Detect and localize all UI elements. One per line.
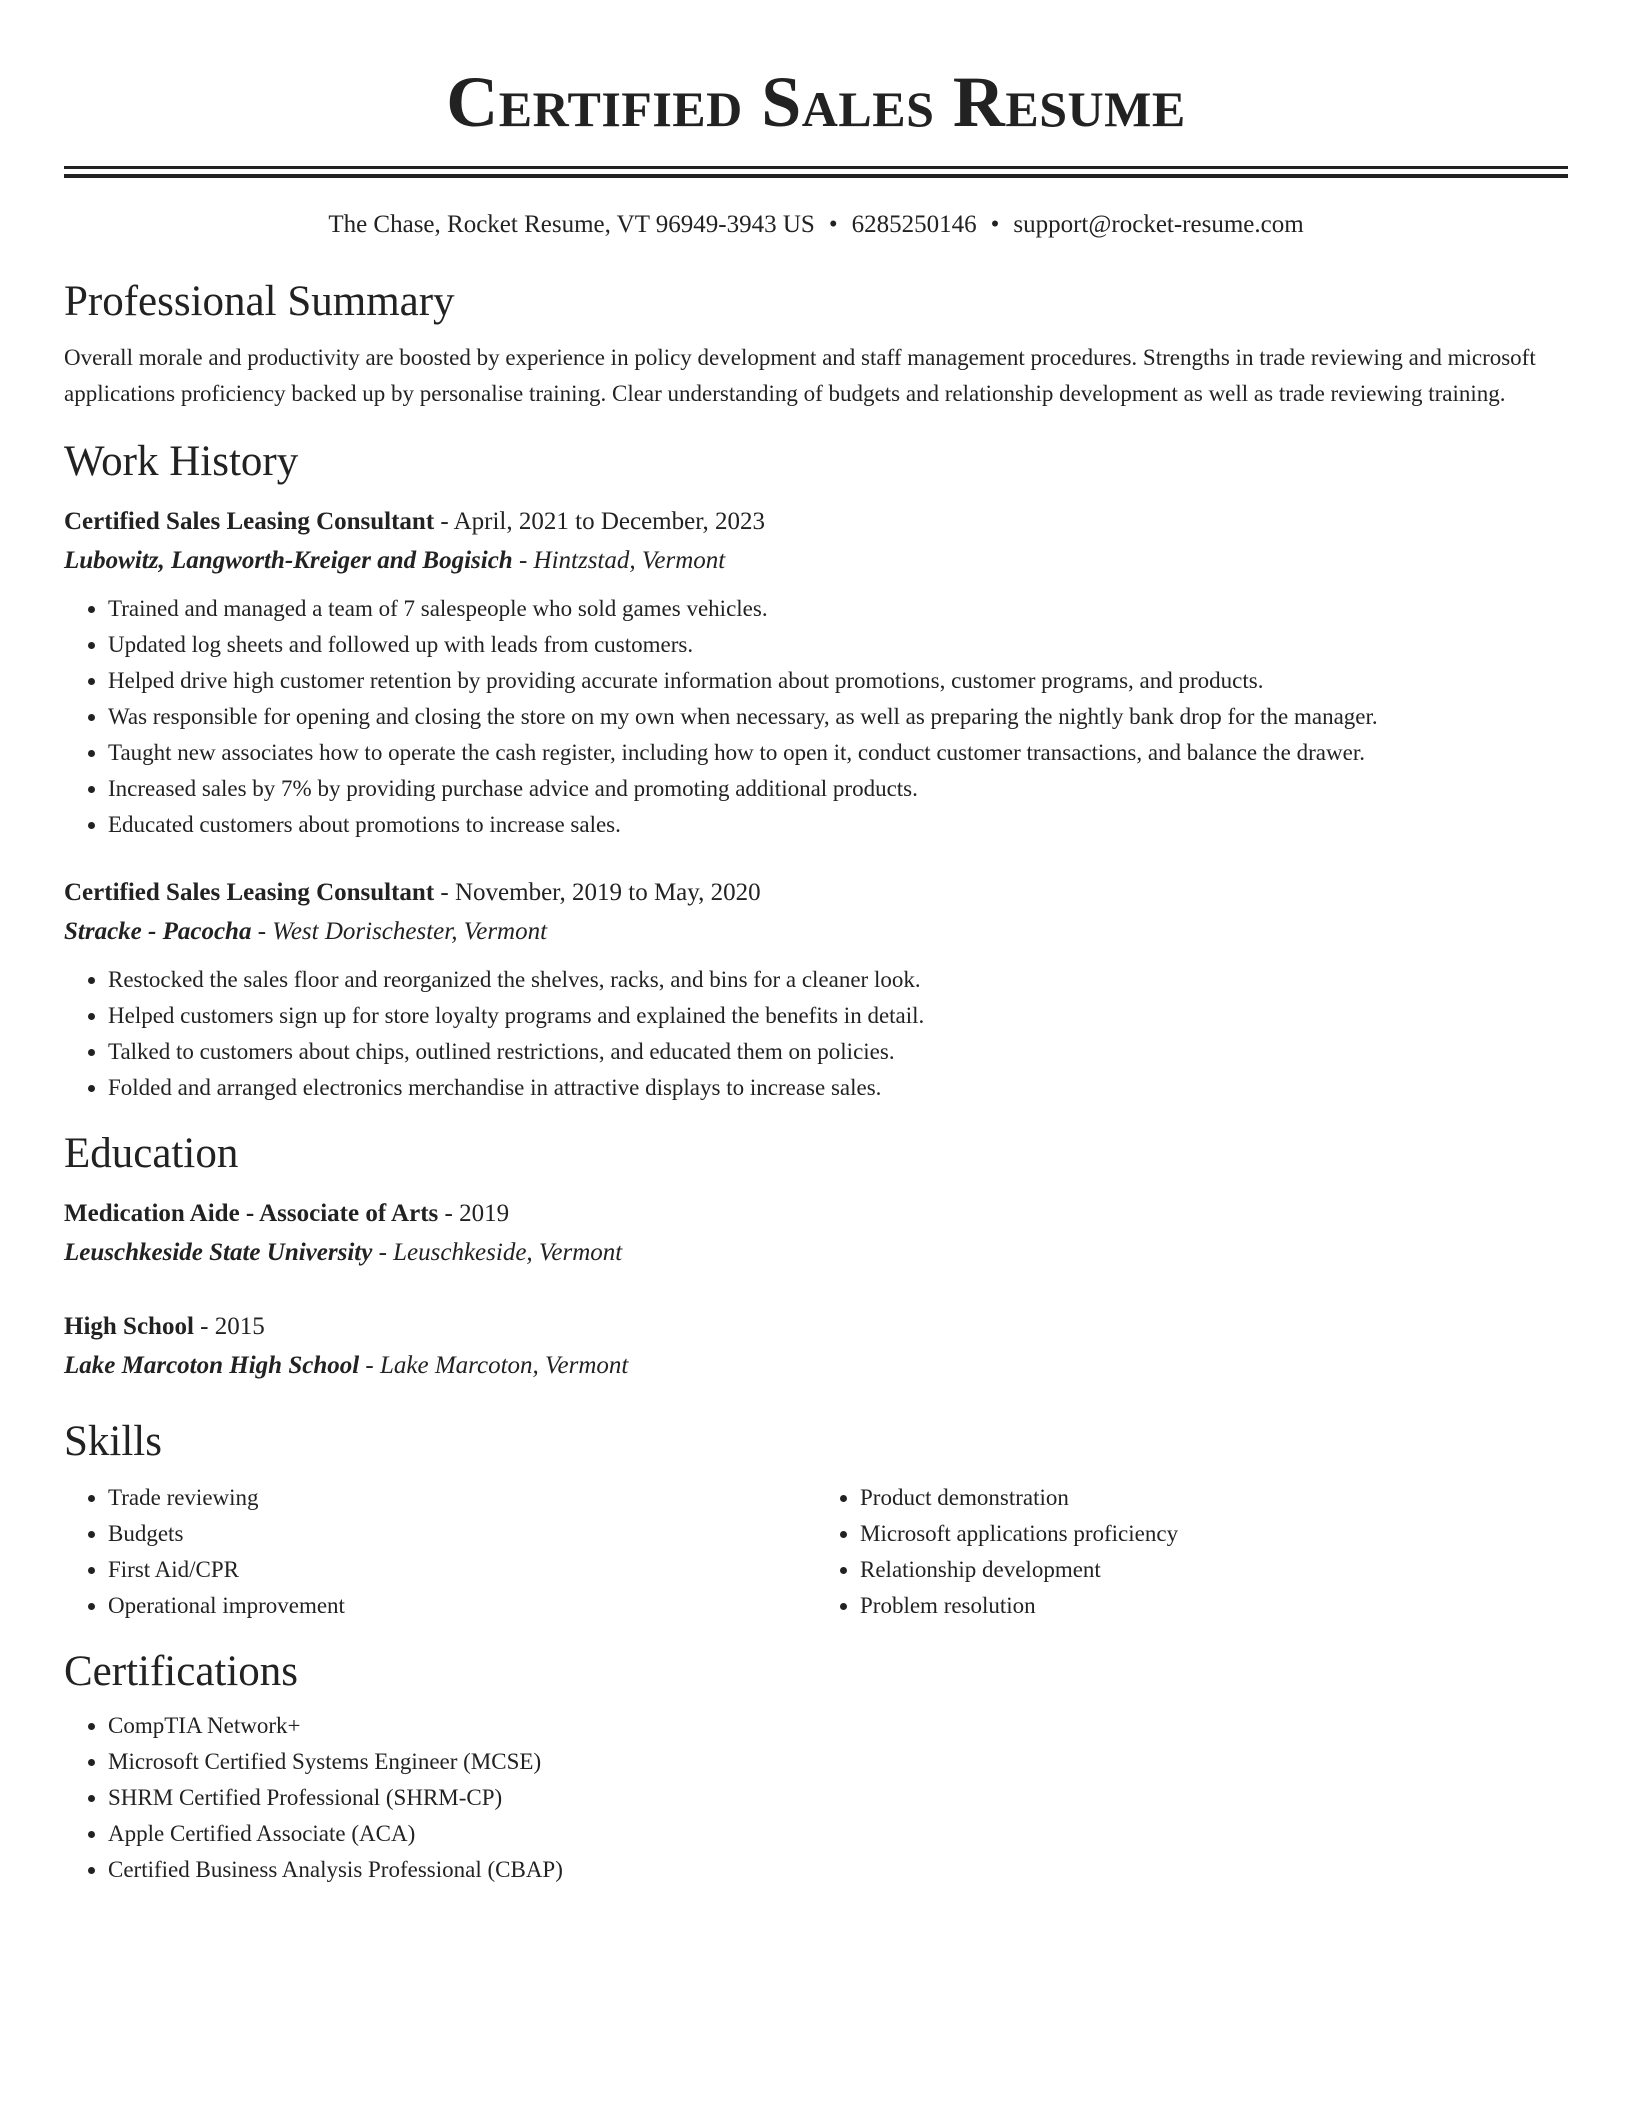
list-item: • Product demonstration — [860, 1480, 1568, 1516]
education-year: - 2015 — [193, 1313, 265, 1340]
education-school: Leuschkeside State University — [64, 1239, 373, 1266]
education-year: - 2019 — [438, 1200, 510, 1227]
list-item: • Restocked the sales floor and reorganized the shelves, racks, and bins for a cleaner look. — [108, 962, 1568, 998]
job-location: - Hintzstad, Vermont — [512, 547, 726, 574]
job-dates: - April, 2021 to December, 2023 — [434, 508, 766, 535]
list-item: • Folded and arranged electronics merchandise in attractive displays to increase sales. — [108, 1070, 1568, 1106]
education-entry — [64, 1194, 1568, 1273]
job-title-line — [64, 873, 1568, 912]
job-entry — [64, 873, 1568, 1106]
list-item: • Certified Business Analysis Professional (CBAP) — [108, 1852, 1568, 1888]
education-degree: High School — [64, 1313, 194, 1340]
summary-text: Overall morale and productivity are boosted by experience in policy development and staff management procedures. Strengths in trade reviewing and microsoft applications proficiency backed up by personalise training. Clear understanding of budgets and relationship development as well as trade reviewing training. — [64, 345, 1536, 406]
skills-list-right — [816, 1480, 1568, 1624]
job-company: Stracke - Pacocha — [64, 918, 252, 945]
list-item: • Helped drive high customer retention by providing accurate information about promotions, customer programs, and products. — [108, 663, 1568, 699]
list-item: • CompTIA Network+ — [108, 1708, 1568, 1744]
contact-separator: • — [828, 211, 838, 238]
education-degree: Medication Aide - Associate of Arts — [64, 1200, 439, 1227]
list-item: • SHRM Certified Professional (SHRM-CP) — [108, 1780, 1568, 1816]
job-entry — [64, 502, 1568, 843]
list-item: • Educated customers about promotions to increase sales. — [108, 807, 1568, 843]
education-school: Lake Marcoton High School — [64, 1352, 360, 1379]
education-school-line — [64, 1233, 1568, 1273]
list-item: • Apple Certified Associate (ACA) — [108, 1816, 1568, 1852]
list-item: • Taught new associates how to operate the cash register, including how to open it, conduct customer transactions, and balance the drawer. — [108, 735, 1568, 771]
education-school-line — [64, 1346, 1568, 1386]
list-item: • Updated log sheets and followed up with leads from customers. — [108, 627, 1568, 663]
list-item: • Helped customers sign up for store loyalty programs and explained the benefits in detail. — [108, 998, 1568, 1034]
header-divider — [64, 166, 1568, 178]
list-item: • Microsoft applications proficiency — [860, 1516, 1568, 1552]
contact-address: The Chase, Rocket Resume, VT 96949-3943 US — [328, 211, 815, 238]
job-title: Certified Sales Leasing Consultant — [64, 508, 435, 535]
skills-columns — [64, 1476, 1568, 1624]
skills-heading: Skills — [64, 1418, 162, 1465]
list-item: • Problem resolution — [860, 1588, 1568, 1624]
list-item: • Relationship development — [860, 1552, 1568, 1588]
list-item: • Increased sales by 7% by providing purchase advice and promoting additional products. — [108, 771, 1568, 807]
job-title-line — [64, 502, 1568, 541]
list-item: • Operational improvement — [108, 1588, 816, 1624]
list-item: • Trained and managed a team of 7 salespeople who sold games vehicles. — [108, 591, 1568, 627]
education-degree-line — [64, 1194, 1568, 1233]
resume-title: Certified Sales Resume — [446, 62, 1186, 142]
certifications-heading: Certifications — [64, 1648, 299, 1695]
list-item: • Microsoft Certified Systems Engineer (MCSE) — [108, 1744, 1568, 1780]
job-bullets — [64, 591, 1568, 843]
job-title: Certified Sales Leasing Consultant — [64, 879, 435, 906]
summary-heading: Professional Summary — [64, 278, 455, 325]
job-company: Lubowitz, Langworth-Kreiger and Bogisich — [64, 547, 513, 574]
job-company-line — [64, 912, 1568, 952]
job-bullets — [64, 962, 1568, 1106]
list-item: • Budgets — [108, 1516, 816, 1552]
list-item: • Talked to customers about chips, outlined restrictions, and educated them on policies. — [108, 1034, 1568, 1070]
list-item: • Trade reviewing — [108, 1480, 816, 1516]
certifications-list — [64, 1708, 1568, 1888]
education-heading: Education — [64, 1130, 239, 1177]
list-item: • Was responsible for opening and closing the store on my own when necessary, as well as preparing the nightly bank drop for the manager. — [108, 699, 1568, 735]
contact-email[interactable]: support@rocket-resume.com — [1013, 211, 1304, 238]
list-item: • First Aid/CPR — [108, 1552, 816, 1588]
job-company-line — [64, 541, 1568, 581]
education-entry — [64, 1307, 1568, 1386]
job-dates: - November, 2019 to May, 2020 — [434, 879, 761, 906]
education-degree-line — [64, 1307, 1568, 1346]
education-location: - Leuschkeside, Vermont — [372, 1239, 623, 1266]
job-location: - West Dorischester, Vermont — [251, 918, 548, 945]
education-location: - Lake Marcoton, Vermont — [359, 1352, 629, 1379]
work-history-heading: Work History — [64, 438, 299, 485]
skills-list-left — [64, 1480, 816, 1624]
contact-phone[interactable]: 6285250146 — [851, 211, 977, 238]
contact-line — [64, 208, 1568, 242]
contact-separator: • — [990, 211, 1000, 238]
